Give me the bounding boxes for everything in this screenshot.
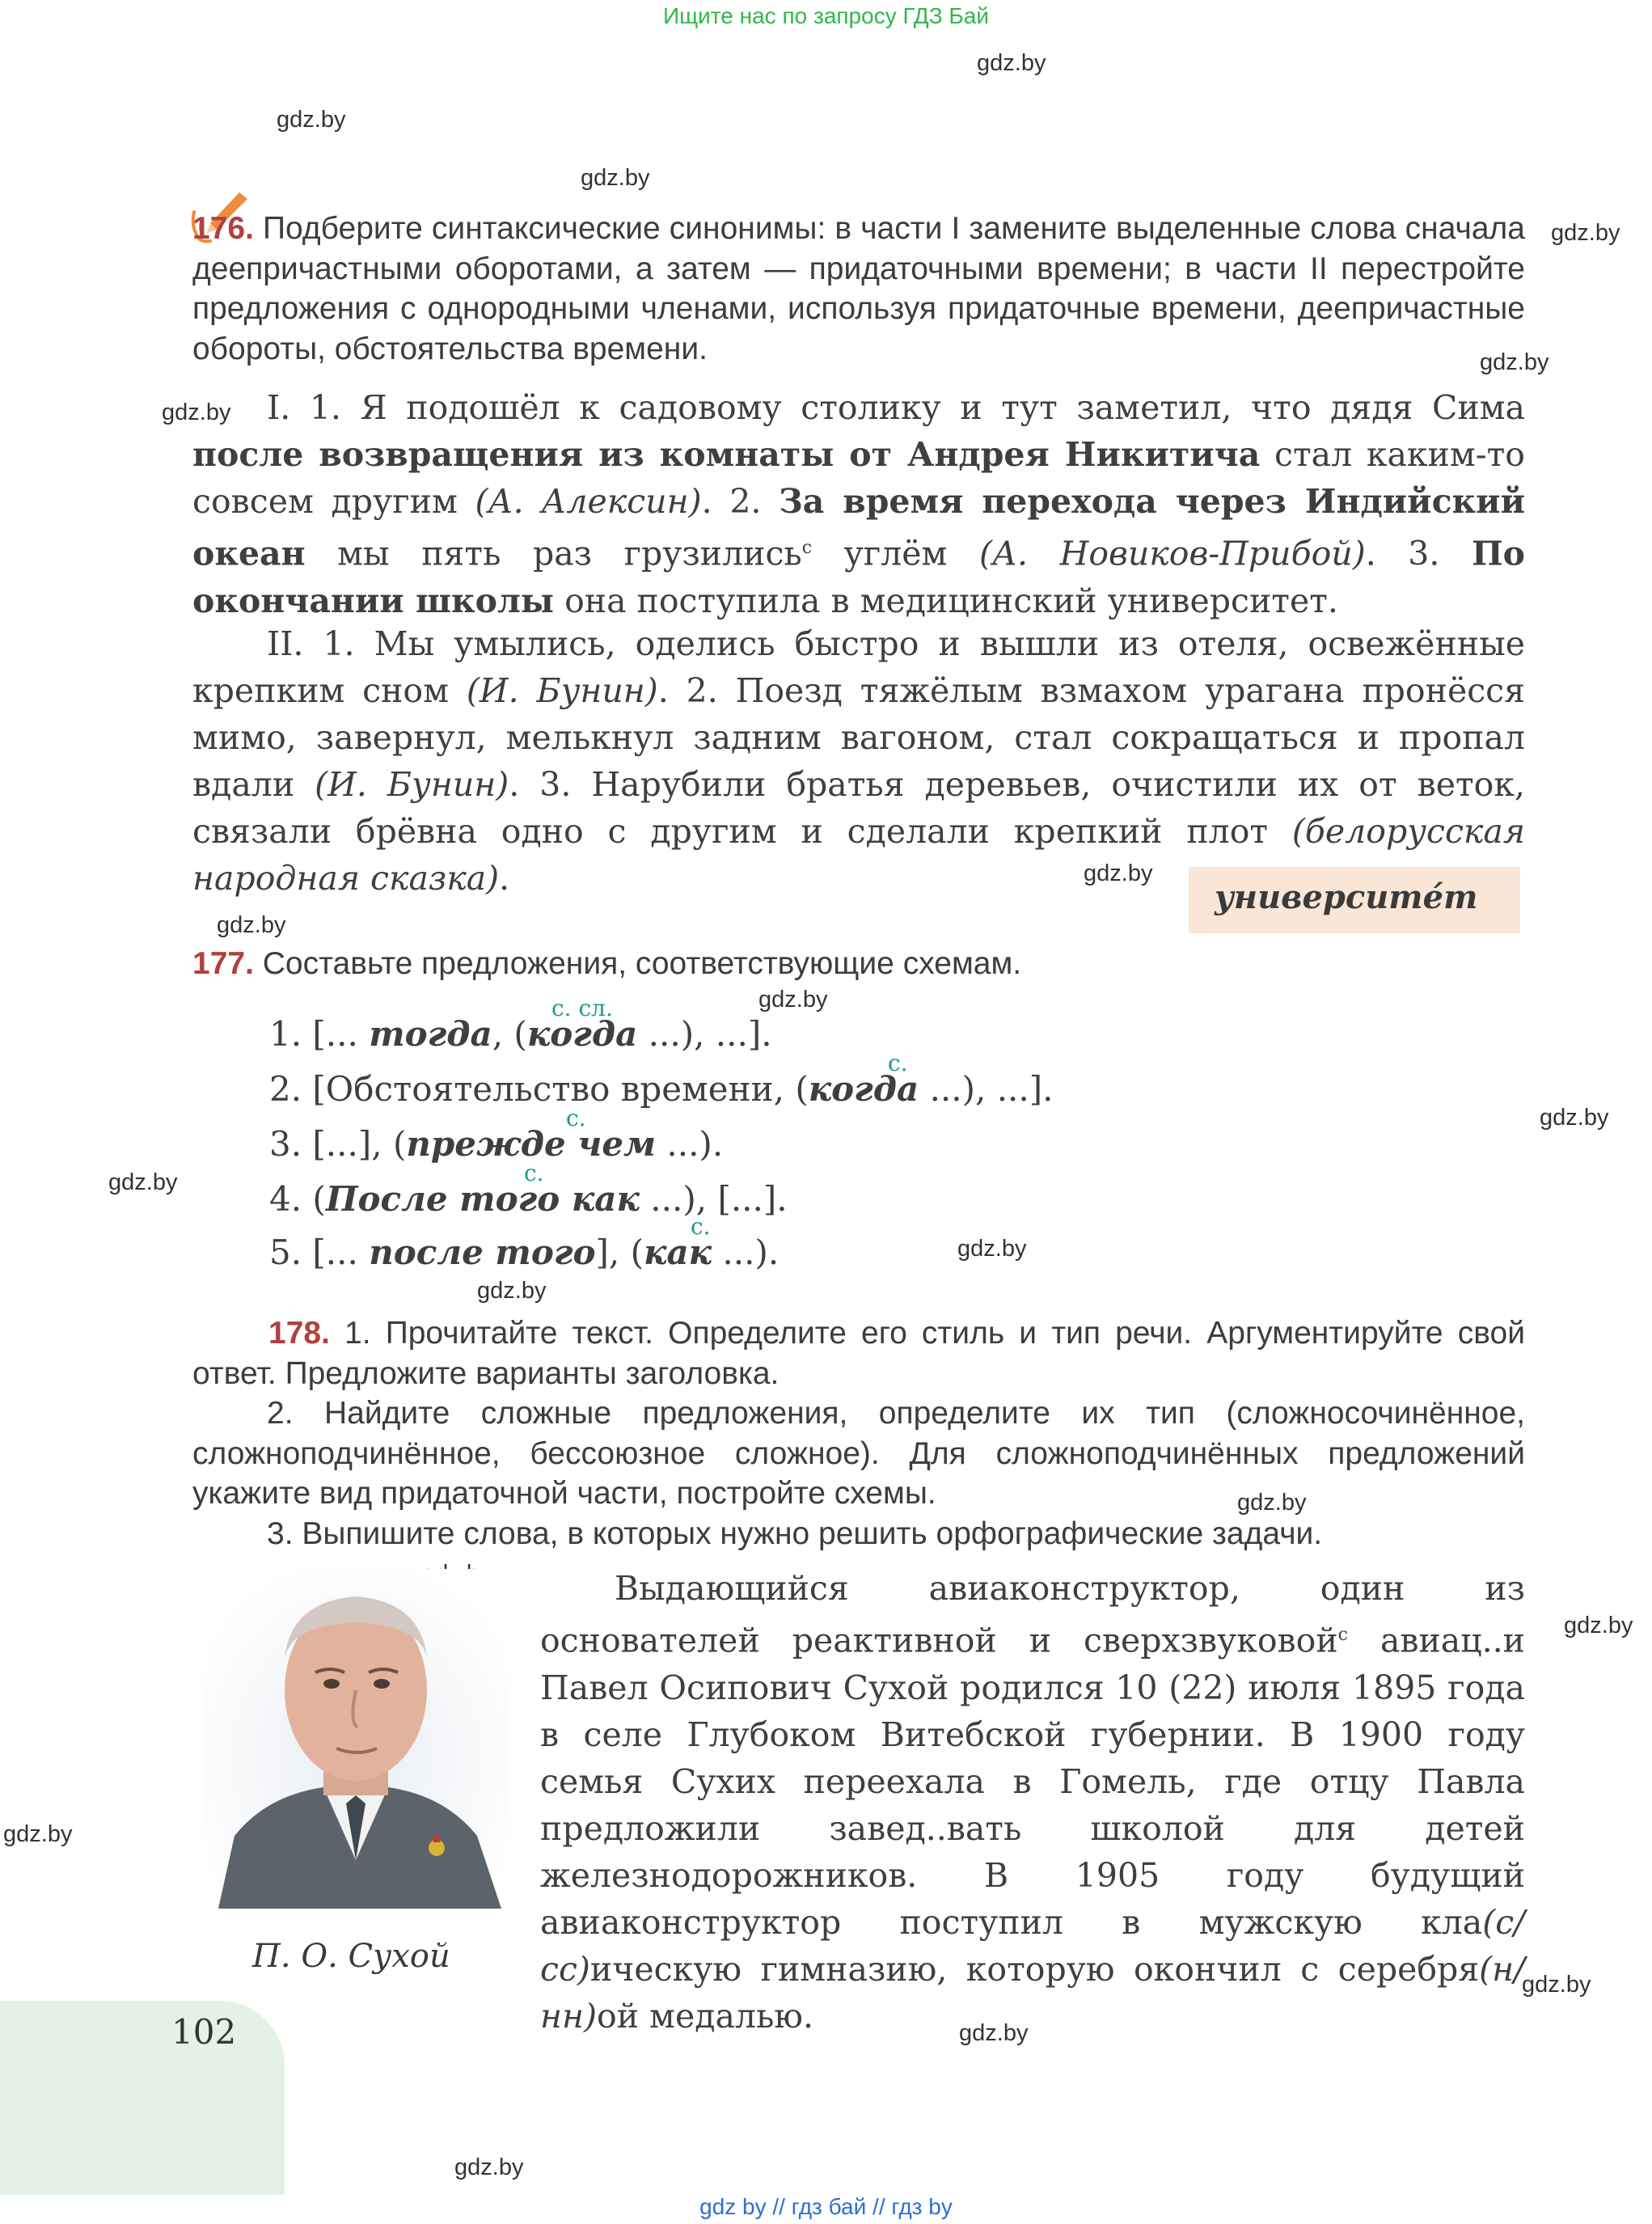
spelling-choice: (н/нн) xyxy=(540,1949,1525,2036)
text-run: ...). xyxy=(712,1233,780,1272)
highlighted-phrase: По окончании школы xyxy=(192,534,1526,620)
watermark: gdz.by xyxy=(454,2154,524,2180)
text-run: ...), ...]. xyxy=(637,1014,772,1054)
source-citation: (А. Алексин) xyxy=(475,482,702,521)
task-177-instruction xyxy=(192,944,1525,984)
task-text: 1. Прочитайте текст. Определите его стиль и тип речи. Аргументируйте свой ответ. Предложите варианты заголовка. xyxy=(192,1316,1525,1391)
watermark: gdz.by xyxy=(1564,1613,1633,1638)
watermark: gdz.by xyxy=(758,987,828,1013)
stress-mark: с xyxy=(1337,1625,1348,1645)
watermark: gdz.by xyxy=(108,1169,178,1195)
task-number: 176. xyxy=(192,211,254,246)
conjunction: после того xyxy=(369,1233,596,1272)
watermark: gdz.by xyxy=(477,1278,547,1304)
watermark: gdz.by xyxy=(959,2020,1029,2046)
watermark: gdz.by xyxy=(162,400,231,425)
text-run: , ( xyxy=(492,1014,527,1054)
bottom-banner[interactable]: gdz by // гдз бай // гдз by xyxy=(699,2194,953,2219)
text-run: 2. [Обстоятельство времени, ( xyxy=(269,1069,809,1109)
top-banner[interactable]: Ищите нас по запросу ГДЗ Бай xyxy=(662,3,990,28)
scheme-line xyxy=(269,1014,772,1054)
watermark: gdz.by xyxy=(1522,1972,1591,1998)
text-run: ], ( xyxy=(595,1233,644,1272)
scheme-mark: с. xyxy=(566,1105,586,1131)
text-run: ой медалью. xyxy=(597,1996,813,2036)
source-citation: (А. Новиков-Прибой) xyxy=(978,534,1366,573)
text-run: стал каким-то совсем другим xyxy=(192,435,1525,521)
scheme-line xyxy=(269,1124,723,1164)
text-run: 4. ( xyxy=(269,1179,326,1219)
conjunction: когда xyxy=(526,1014,638,1054)
task-number: 178. xyxy=(268,1316,330,1351)
text-run: авиац..и Павел Осипович Сухой родился 10 (22) июля 1895 года в селе Глубоком Витебской губернии. В 1900 году семья Сухих переехала в Гомель, где отцу Павла предложили завед..вать школой для детей железнодорожников. В 1905 году будущий авиаконструктор поступил в мужскую кла xyxy=(540,1621,1526,1942)
text-run: Выдающийся авиаконструктор, один из основателей реактивной и сверхзвуковой xyxy=(540,1569,1525,1660)
task-178-q3: 3. Выпишите слова, в которых нужно решить орфографические задачи. xyxy=(267,1516,1323,1551)
text-run: II. 1. Мы умылись, оделись быстро и вышли из отеля, освежённые крепким сном xyxy=(192,624,1525,710)
text-run: I. 1. Я подошёл к садовому столику и тут заметил, что дядя Сима xyxy=(267,388,1525,427)
watermark: gdz.by xyxy=(277,107,346,133)
highlighted-phrase: после возвращения из комнаты от Андрея Никитича xyxy=(192,435,1261,474)
watermark: gdz.by xyxy=(3,1821,73,1847)
conjunction: прежде чем xyxy=(406,1124,657,1164)
text-run: углём xyxy=(812,534,979,573)
watermark: gdz.by xyxy=(1084,860,1153,886)
task-text: Составьте предложения, соответствующие схемам. xyxy=(262,946,1022,981)
text-run: мы пять раз грузились xyxy=(305,534,802,573)
highlighted-phrase: За время перехода через Индийский океан xyxy=(192,482,1525,573)
watermark: gdz.by xyxy=(1540,1105,1609,1131)
text-run: . 3. Нарубили братья деревьев, очистили их от веток, связали брёвна одно с другим и сделали крепкий плот xyxy=(192,765,1525,851)
task-text: Подберите синтаксические синонимы: в части I замените выделенные слова сначала деепричастными оборотами, а затем — придаточными времени; в части II перестройте предложения с однородными членами, используя придаточные времени, деепричастные обороты, обстоятельства времени. xyxy=(192,211,1525,366)
vocabulary-word: университе́т xyxy=(1215,878,1478,916)
portrait-image xyxy=(202,1569,509,1909)
watermark: gdz.by xyxy=(1551,220,1620,246)
text-run: . 2. xyxy=(701,482,780,521)
watermark: gdz.by xyxy=(957,1236,1027,1262)
text-run: ...), ...]. xyxy=(919,1069,1054,1109)
text-run: . 3. xyxy=(1365,534,1472,573)
text-run: 1. [... xyxy=(269,1014,370,1054)
scheme-mark: с. xyxy=(888,1050,908,1076)
scheme-line xyxy=(269,1069,1054,1109)
text-run: ...), [...]. xyxy=(639,1179,788,1219)
task-number: 177. xyxy=(192,946,254,981)
source-citation: (И. Бунин) xyxy=(315,765,509,804)
text-run: 5. [... xyxy=(269,1233,370,1272)
stress-mark: с xyxy=(801,538,813,558)
exercise-part-2 xyxy=(192,620,1525,902)
reading-text xyxy=(540,1565,1525,2040)
source-citation: (белорусская народная сказка) xyxy=(192,812,1525,898)
scheme-mark: с. xyxy=(691,1213,711,1240)
scheme-line xyxy=(269,1233,779,1272)
conjunction: После того как xyxy=(325,1179,640,1219)
page-number-box xyxy=(0,2001,285,2195)
exercise-part-1 xyxy=(192,384,1525,624)
watermark: gdz.by xyxy=(977,50,1046,76)
task-178-q1 xyxy=(192,1313,1525,1393)
watermark: gdz.by xyxy=(1480,349,1549,375)
scheme-mark: с. сл. xyxy=(551,995,613,1021)
watermark: gdz.by xyxy=(217,912,286,938)
conjunction: тогда xyxy=(369,1014,492,1054)
watermark: gdz.by xyxy=(1237,1490,1307,1516)
spelling-choice: (с/сс) xyxy=(540,1902,1525,1989)
text-run: она поступила в медицинский университет. xyxy=(554,581,1338,620)
task-178-q2: 2. Найдите сложные предложения, определите их тип (сложносочинённое, сложноподчинённое, бессоюзное сложное). Для сложноподчинённых предложений укажите вид придаточной части, постройте схемы. xyxy=(192,1396,1525,1511)
text-run: 3. [...], ( xyxy=(269,1124,407,1164)
text-run: . 2. Поезд тяжёлым взмахом урагана пронёсся мимо, завернул, мелькнул задним вагоном, стал сокращаться и пропал вдали xyxy=(192,671,1525,804)
task-176-instruction xyxy=(192,209,1525,369)
conjunction: как xyxy=(644,1233,712,1272)
page-number: 102 xyxy=(171,2012,237,2052)
portrait-caption: П. О. Сухой xyxy=(252,1938,450,1975)
watermark: gdz.by xyxy=(581,165,650,191)
conjunction: когда xyxy=(808,1069,919,1109)
text-run: . xyxy=(499,859,510,898)
text-run: ическую гимназию, которую окончил с серебря xyxy=(589,1949,1480,1989)
source-citation: (И. Бунин) xyxy=(466,671,658,710)
scheme-mark: с. xyxy=(524,1160,544,1186)
text-run: ...). xyxy=(656,1124,724,1164)
